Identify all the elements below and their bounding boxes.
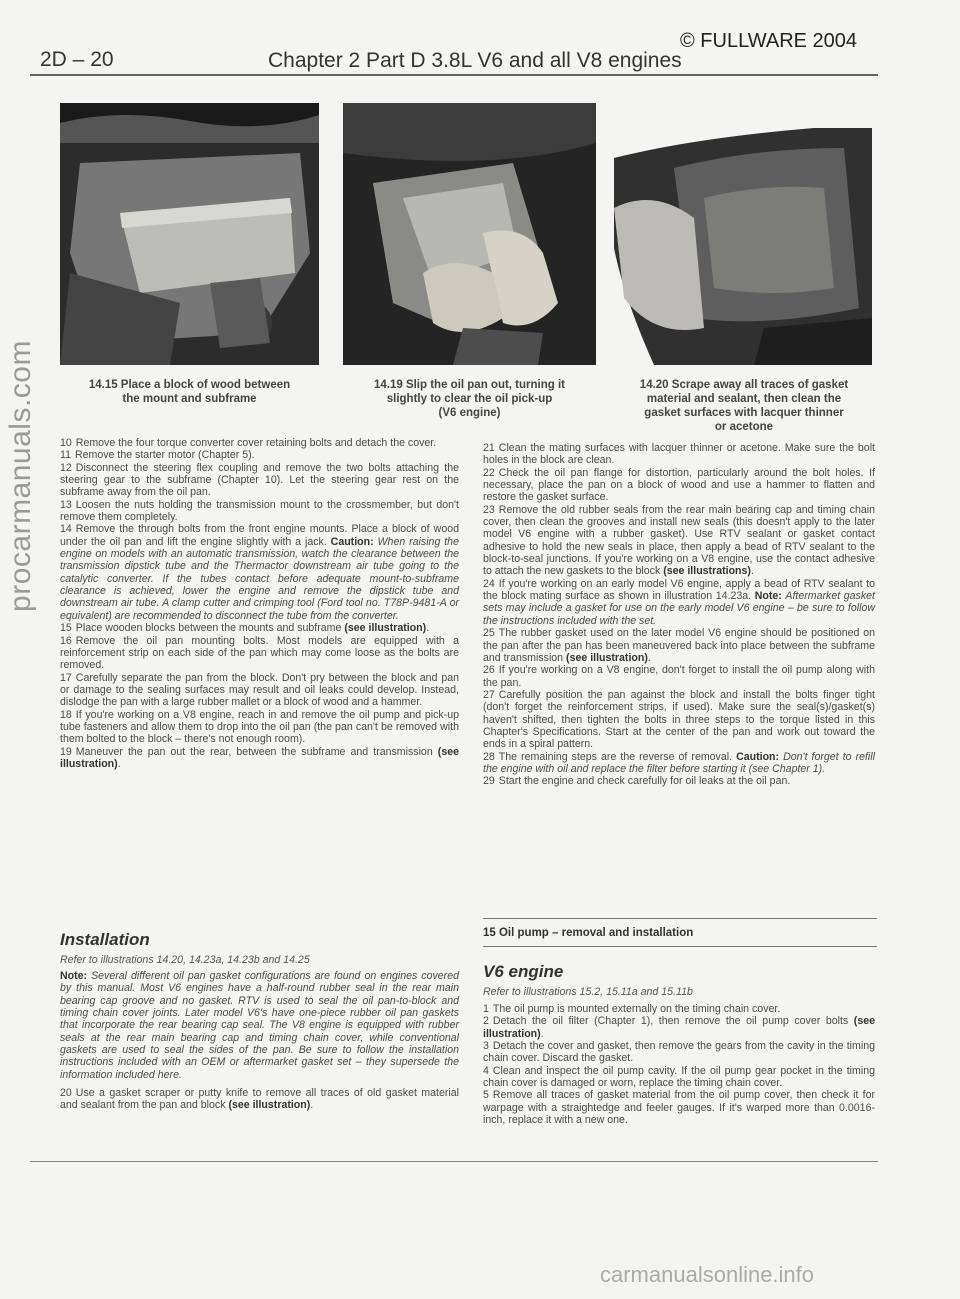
pump-step-5: 5 Remove all traces of gasket material from the oil pump cover, then check it for warpage with a straightedge and feeler gauges. If it's warped more than 0.0016-inch, replace it with a new one. <box>483 1089 875 1127</box>
step-21: 21 Clean the mating surfaces with lacquer thinner or acetone. Make sure the bolt holes in the block are clean. <box>483 442 875 467</box>
figure-14-15-photo <box>60 103 319 365</box>
section-15-heading: 15 Oil pump – removal and installation <box>483 927 694 939</box>
right-column-installation-text <box>483 442 875 788</box>
section-rule-top <box>483 918 877 919</box>
step-29: 29 Start the engine and check carefully for oil leaks at the oil pan. <box>483 775 791 788</box>
step-16: 16 Remove the oil pan mounting bolts. Most models are equipped with a reinforcement strip on each side of the pan which may come loose as the bolts are removed. <box>60 634 459 672</box>
section-rule-bottom <box>483 946 877 947</box>
step-27: 27 Carefully position the pan against the block and install the bolts finger tight (don't forget the reinforcement strips, if used). Make sure the seal(s)/gasket(s) haven't shifted, then tighten the bolts in three steps to the torque listed in this Chapter's Specifications. Start at the center of the pan and work out toward the ends in a spiral pattern. <box>483 688 875 751</box>
pump-step-3: 3 Detach the cover and gasket, then remove the gears from the cavity in the timing chain cover. Discard the gasket. <box>483 1040 875 1065</box>
step-14: 14 Remove the through bolts from the front engine mounts. Place a block of wood under the oil pan and lift the engine slightly with a jack. Caution: When raising the engine on models with an automatic transmission, watch the clearance between the transmission dipstick tube and the Thermactor downstream air tube going to the catalytic converter. If the tubes contact before adequate mount-to-subframe clearance is achieved, lower the engine and remove the dipstick tube and downstream air tube. A clamp cutter and crimping tool (Ford tool no. T78P-9481-A or equivalent) are recommended to disconnect the tube from the converter. <box>60 523 459 622</box>
step-26: 26 If you're working on a V8 engine, don't forget to install the oil pump along with the pan. <box>483 664 875 689</box>
installation-note: Note: Several different oil pan gasket configurations are found on engines covered by this manual. Most V6 engines have a half-round rubber seal in the rear main bearing cap groove and no gasket. RTV is used to seal the oil pan-to-block and timing chain cover joints. Later model V6's have one-piece rubber oil pan gaskets that incorporate the rear bearing cap seal. The V8 engine is equipped with rubber seals at the rear main bearing cap and timing chain cover, while conventional gaskets are used to seal the sides of the pan. Be sure to follow the installation instructions included with an OEM or aftermarket gasket set – they supersede the information included here. <box>60 970 459 1081</box>
step-28: 28 The remaining steps are the reverse of removal. Caution: Don't forget to refill the engine with oil and replace the filter before starting it (see Chapter 1). <box>483 750 875 775</box>
step-12: 12 Disconnect the steering flex coupling and remove the two bolts attaching the steering gear to the subframe (Chapter 10). Let the steering gear rest on the subframe away from the oil pan. <box>60 461 459 499</box>
step-18: 18 If you're working on a V8 engine, reach in and remove the oil pump and pick-up tube fasteners and allow them to drop into the oil pan (the pan can't be removed with them bolted to the block – there's not enough room). <box>60 708 459 746</box>
v6-engine-heading: V6 engine <box>483 962 564 981</box>
figure-14-19-photo <box>343 103 596 365</box>
bottom-watermark: carmanualsonline.info <box>600 1262 815 1287</box>
left-column-removal-text <box>60 437 459 770</box>
right-column-oil-pump-text <box>483 1003 875 1126</box>
page-number: 2D – 20 <box>40 48 114 71</box>
step-20: 20 Use a gasket scraper or putty knife to remove all traces of old gasket material and sealant from the pan and block (see illustration). <box>60 1087 459 1112</box>
left-column-installation-text <box>60 970 459 1112</box>
step-17: 17 Carefully separate the pan from the block. Don't pry between the block and pan or damage to the sealing surfaces may result and oil leaks could develop. Instead, dislodge the pan with a large rubber mallet or a block of wood and a hammer. <box>60 671 459 709</box>
pump-step-1: 1 The oil pump is mounted externally on the timing chain cover. <box>483 1003 781 1015</box>
installation-heading: Installation <box>60 930 150 949</box>
pump-step-4: 4 Clean and inspect the oil pump cavity. If the oil pump gear pocket in the timing chain cover is damaged or worn, replace the timing chain cover. <box>483 1064 875 1090</box>
step-15: 15 Place wooden blocks between the mounts and subframe (see illustration). <box>60 622 430 635</box>
chapter-title: Chapter 2 Part D 3.8L V6 and all V8 engines <box>268 49 682 72</box>
header-rule <box>30 74 878 76</box>
side-watermark: procarmanuals.com <box>4 340 37 612</box>
step-22: 22 Check the oil pan flange for distortion, particularly around the bolt holes. If necessary, place the pan on a block of wood and use a hammer to flatten and restore the gasket surface. <box>483 466 875 504</box>
figure-14-20-photo <box>614 128 872 365</box>
figure-14-15-caption: 14.15 Place a block of wood between the mount and subframe <box>88 379 291 405</box>
copyright-notice: © FULLWARE 2004 <box>680 30 858 52</box>
step-10: 10 Remove the four torque converter cover retaining bolts and detach the cover. <box>60 437 437 449</box>
figure-14-20-caption: 14.20 Scrape away all traces of gasket material and sealant, then clean the gasket surfaces with lacquer thinner or acetone <box>639 379 849 433</box>
pump-step-2: 2 Detach the oil filter (Chapter 1), then remove the oil pump cover bolts (see illustration). <box>483 1015 875 1040</box>
v6-engine-refer: Refer to illustrations 15.2, 15.11a and 15.11b <box>483 986 693 998</box>
step-19: 19 Maneuver the pan out the rear, between the subframe and transmission (see illustration). <box>60 745 459 770</box>
installation-refer: Refer to illustrations 14.20, 14.23a, 14.23b and 14.25 <box>60 954 310 966</box>
step-23: 23 Remove the old rubber seals from the rear main bearing cap and timing chain cover, then clean the grooves and install new seals (this doesn't apply to the later model V6 engine with a rubber gasket). Use RTV sealant or gasket contact adhesive to hold the new seals in place, then apply a bead of RTV sealant to the block-to-seal junctions. If you're working on a V8 engine, use the contact adhesive to attach the new gaskets to the block (see illustrations). <box>483 503 875 578</box>
figure-14-19-caption: 14.19 Slip the oil pan out, turning it slightly to clear the oil pick-up (V6 engine) <box>373 379 566 419</box>
footer-rule <box>30 1161 878 1162</box>
step-11: 11 Remove the starter motor (Chapter 5). <box>60 449 255 462</box>
step-24: 24 If you're working on an early model V6 engine, apply a bead of RTV sealant to the block mating surface as shown in illustration 14.23a. Note: Aftermarket gasket sets may include a gasket for use on the early model V6 engine – be sure to follow the instructions included with the set. <box>483 577 875 627</box>
step-13: 13 Loosen the nuts holding the transmission mount to the crossmember, but don't remove them completely. <box>60 498 459 524</box>
step-25: 25 The rubber gasket used on the later model V6 engine should be positioned on the pan after the pan has been maneuvered back into place between the subframe and transmission (see illustration). <box>483 627 875 664</box>
